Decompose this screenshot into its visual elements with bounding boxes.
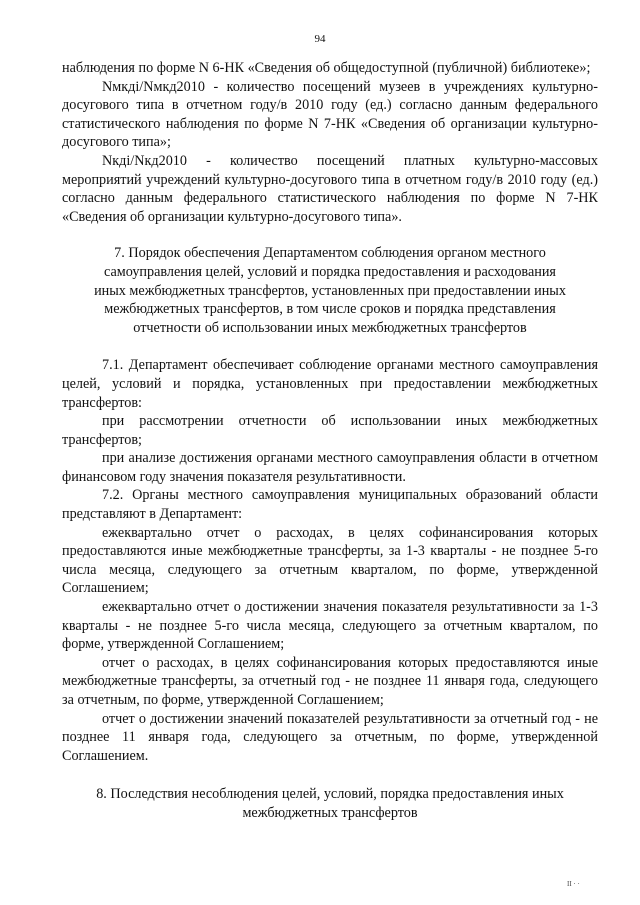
paragraph-continuation: наблюдения по форме N 6-НК «Сведения об общедоступной (публичной) библиотеке»; (62, 60, 591, 76)
paragraph-7-1: 7.1. Департамент обеспечивает соблюдение органами местного самоуправления целей, условий и порядка, установленных при предоставлении межбюджетных трансфертов: (62, 357, 598, 411)
paragraph-museum-visits: Nмкдi/Nмкд2010 - количество посещений музеев в учреждениях культурно-досугового типа в отчетном году/в 2010 году (ед.) согласно данным федерального статистического наблюдения по форме N 7-НК «Сведения об организации культурно-досугового типа»; (62, 78, 598, 151)
paragraph-7-2-item-3: отчет о расходах, в целях софинансирования которых предоставляются иные межбюджетные трансферты, за отчетный год - не позднее 11 января года, следующего за отчетным, по форме, утвержденной Соглашением; (62, 654, 598, 708)
document-body (62, 59, 598, 823)
paragraph-7-1-item-1: при рассмотрении отчетности об использовании иных межбюджетных трансфертов; (62, 413, 598, 448)
paragraph-7-2-item-1: ежеквартально отчет о расходах, в целях софинансирования которых предоставляются иные межбюджетные трансферты, за 1-3 кварталы - не позднее 5-го числа месяца, следующего за отчетным кварталом, по форме, утвержденной Соглашением; (62, 524, 598, 597)
paragraph-7-1-item-2: при анализе достижения органами местного самоуправления области в отчетном финансовом году значения показателя результативности. (62, 450, 598, 485)
paragraph-7-2-item-2: ежеквартально отчет о достижении значения показателя результативности за 1-3 кварталы - не позднее 5-го числа месяца, следующего за отчетным кварталом, по форме, утвержденной Соглашением; (62, 599, 598, 653)
section-7-heading: 7. Порядок обеспечения Департаментом соблюдения органом местного самоуправления целей, условий и порядка предоставления и расходования иных межбюджетных трансфертов, установленных при предоставлении иных межбюджетных трансфертов, в том числе сроков и порядка представления отчетности об использовании иных межбюджетных трансфертов (94, 245, 566, 336)
page-number: 94 (314, 33, 326, 45)
scan-mark: II · · (567, 880, 580, 888)
section-8-heading: 8. Последствия несоблюдения целей, условий, порядка предоставления иных межбюджетных трансфертов (96, 786, 564, 821)
paragraph-7-2-item-4: отчет о достижении значений показателей результативности за отчетный год - не позднее 11 января года, следующего за отчетным, по форме, утвержденной Соглашением. (62, 710, 598, 764)
paragraph-paid-events: Nкдi/Nкд2010 - количество посещений платных культурно-массовых мероприятий учреждений культурно-досугового типа в отчетном году/в 2010 году (ед.) согласно данным федерального статистического наблюдения по форме N 7-НК «Сведения об организации культурно-досугового типа». (62, 152, 598, 225)
paragraph-7-2: 7.2. Органы местного самоуправления муниципальных образований области представляют в Департамент: (62, 487, 598, 523)
